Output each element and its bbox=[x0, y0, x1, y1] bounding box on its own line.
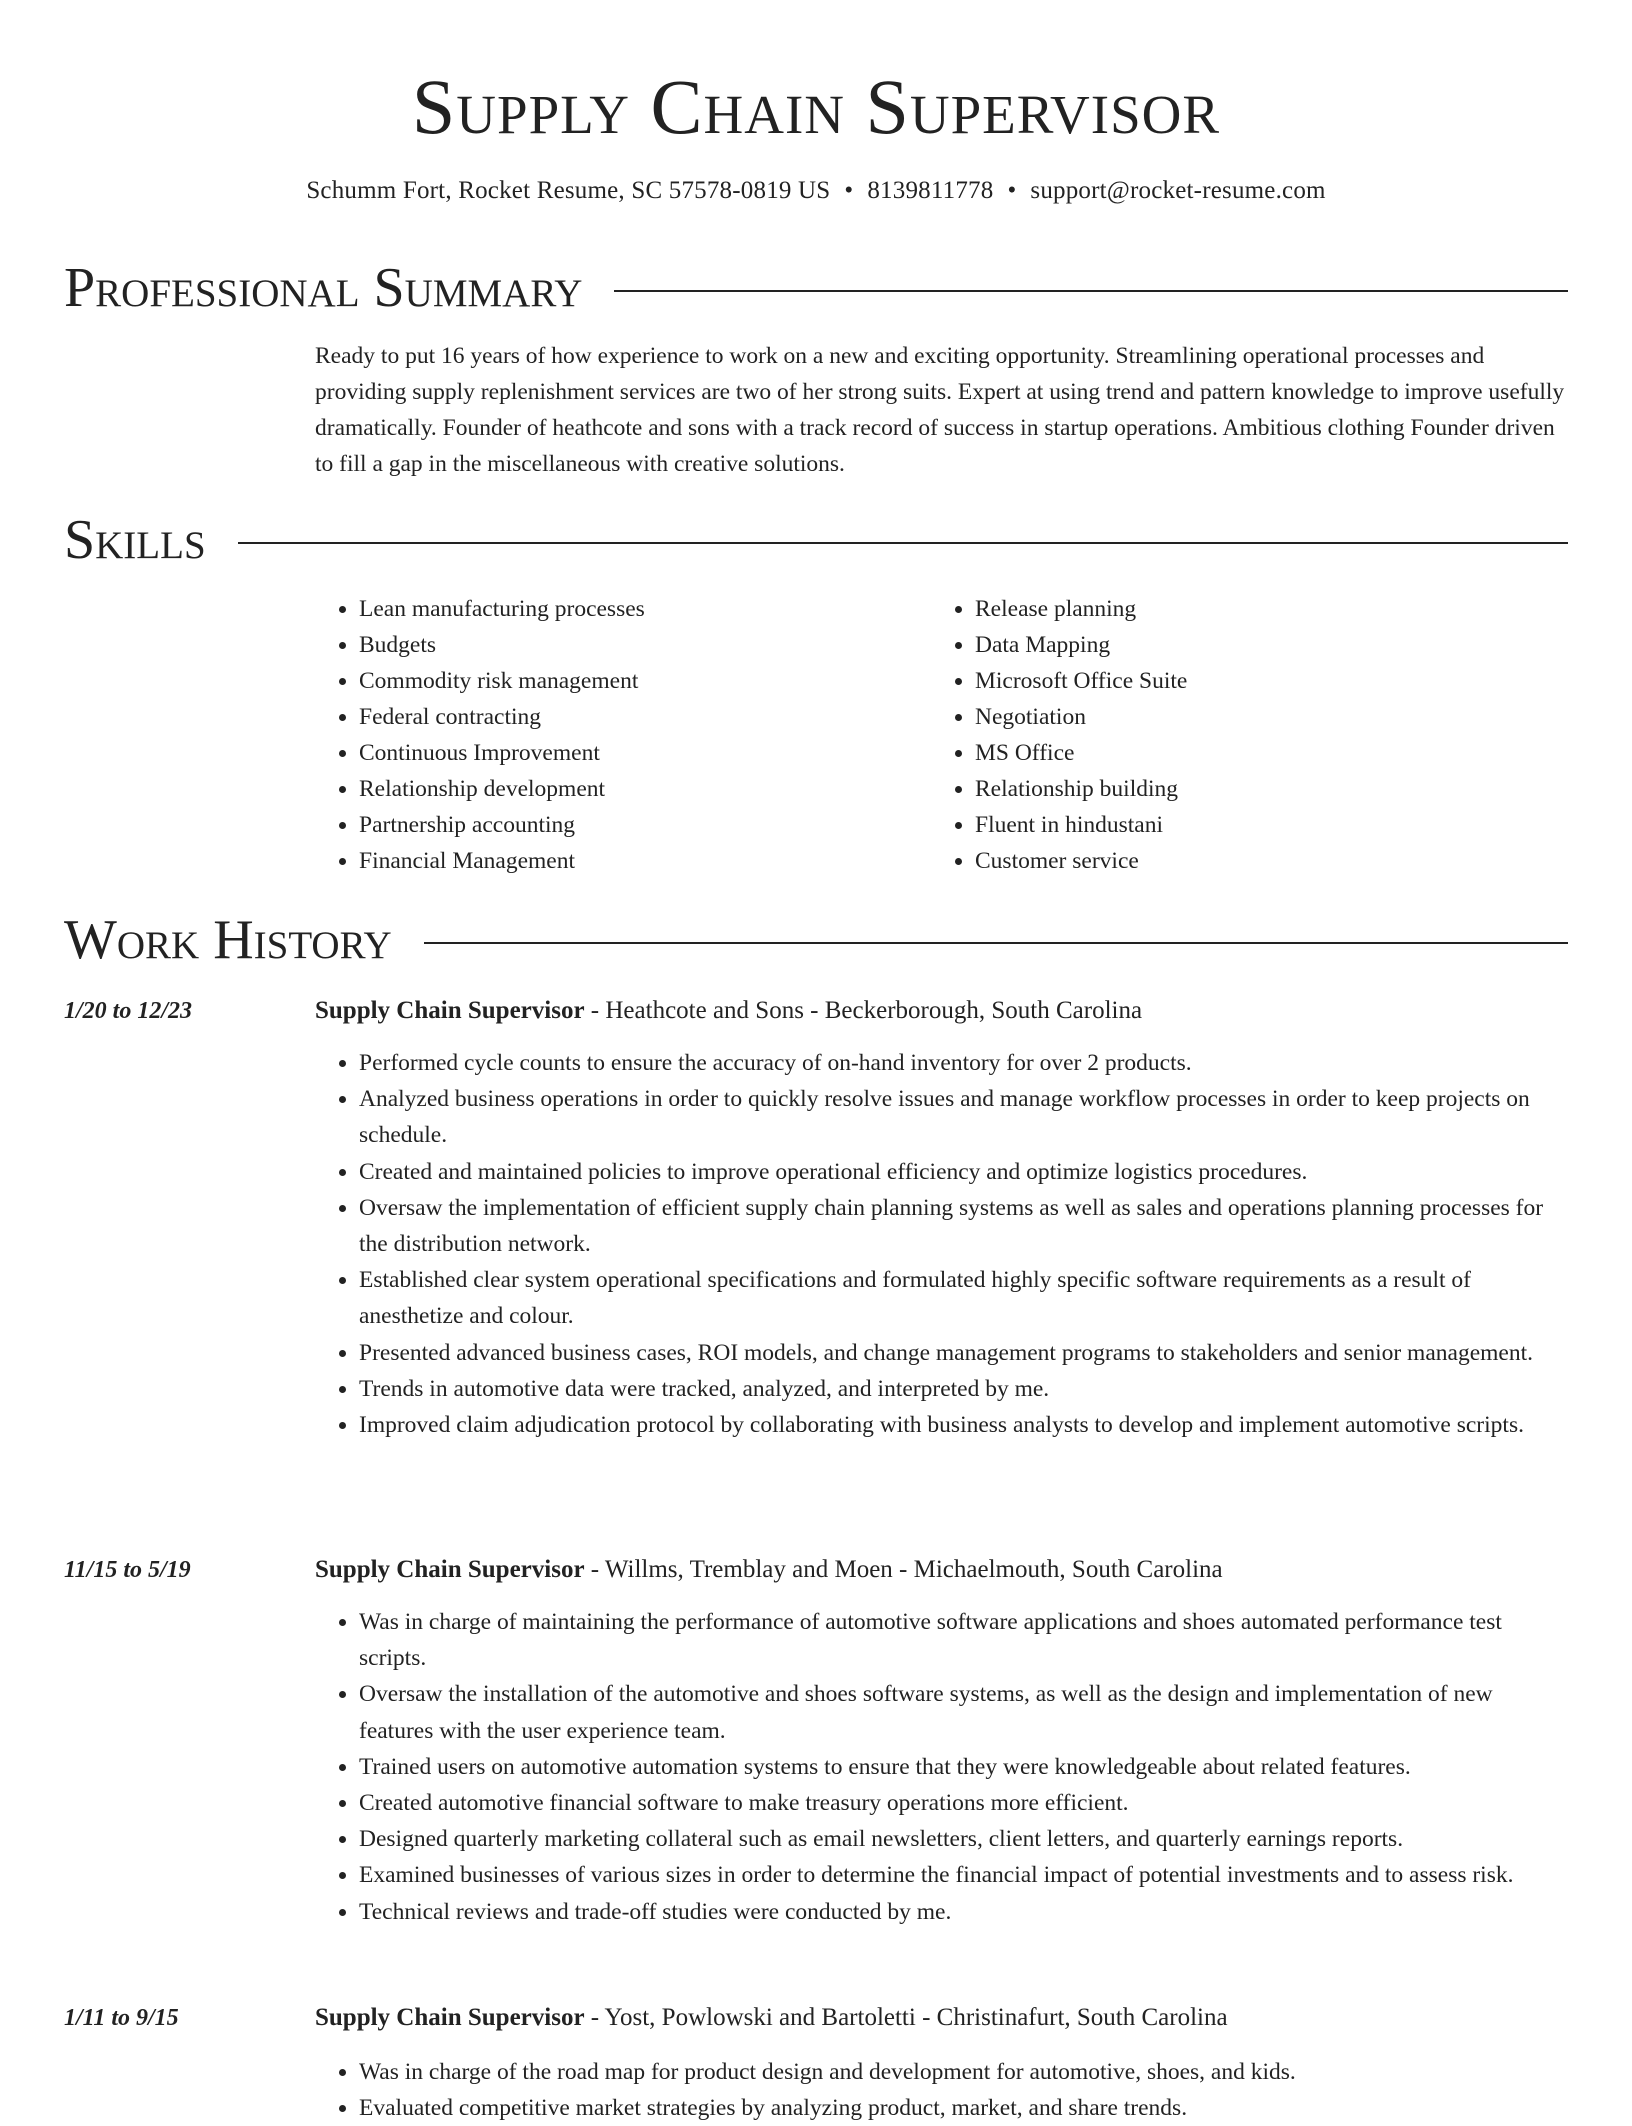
job-bullet: • Was in charge of the road map for product design and development for automotive, shoes, and kids. bbox=[359, 2054, 1568, 2090]
skills-column-right bbox=[931, 591, 1547, 879]
skills-column-left bbox=[315, 591, 931, 879]
section-rule bbox=[424, 942, 1568, 944]
contact-phone: 8139811778 bbox=[867, 177, 994, 204]
job-title-line bbox=[315, 2000, 1568, 2036]
job-bullet: • Oversaw the installation of the automotive and shoes software systems, as well as the design and implementation of new features with the user experience team. bbox=[359, 1676, 1568, 1748]
skill-item: • Lean manufacturing processes bbox=[359, 591, 931, 627]
skill-item: • Partnership accounting bbox=[359, 807, 931, 843]
skill-item: • Release planning bbox=[975, 591, 1547, 627]
section-work-header bbox=[64, 910, 1568, 970]
job-company-location: - Willms, Tremblay and Moen - Michaelmouth, South Carolina bbox=[584, 1556, 1223, 1583]
skill-item: • Microsoft Office Suite bbox=[975, 663, 1547, 699]
job-bullet: • Established clear system operational specifications and formulated highly specific software requirements as a result of anesthetize and colour. bbox=[359, 1262, 1568, 1334]
summary-text: Ready to put 16 years of how experience to work on a new and exciting opportunity. Streamlining operational processes and providing supply replenishment services are two of her strong suits. Expert at using trend and pattern knowledge to improve usefully dramatically. Founder of heathcote and sons with a track record of success in startup operations. Ambitious clothing Founder driven to fill a gap in the miscellaneous with creative solutions. bbox=[315, 343, 1565, 477]
skill-item: • Continuous Improvement bbox=[359, 735, 931, 771]
skill-item: • Data Mapping bbox=[975, 627, 1547, 663]
contact-separator: • bbox=[844, 177, 854, 204]
skill-item: • MS Office bbox=[975, 735, 1547, 771]
job-bullet: • Created automotive financial software to make treasury operations more efficient. bbox=[359, 1785, 1568, 1821]
skill-item: • Customer service bbox=[975, 843, 1547, 879]
job-dates: 11/15 to 5/19 bbox=[64, 1557, 191, 1583]
job-bullet: • Examined businesses of various sizes in order to determine the financial impact of potential investments and to assess risk. bbox=[359, 1857, 1568, 1893]
job-dates: 1/20 to 12/23 bbox=[64, 998, 193, 1024]
job-company-location: - Yost, Powlowski and Bartoletti - Christinafurt, South Carolina bbox=[584, 2004, 1228, 2031]
skill-item: • Commodity risk management bbox=[359, 663, 931, 699]
skill-item: • Budgets bbox=[359, 627, 931, 663]
section-rule bbox=[238, 542, 1568, 544]
contact-line bbox=[0, 175, 1632, 207]
job-title: Supply Chain Supervisor bbox=[315, 2004, 585, 2031]
job-title: Supply Chain Supervisor bbox=[315, 1556, 585, 1583]
job-bullet: • Oversaw the implementation of efficient supply chain planning systems as well as sales and operations planning processes for the distribution network. bbox=[359, 1190, 1568, 1262]
job-bullets bbox=[315, 2054, 1568, 2126]
job-bullet: • Trained users on automotive automation systems to ensure that they were knowledgeable about related features. bbox=[359, 1749, 1568, 1785]
job-bullets bbox=[315, 1045, 1568, 1443]
section-title-summary: Professional Summary bbox=[64, 257, 583, 319]
contact-email: support@rocket-resume.com bbox=[1030, 177, 1326, 204]
job-bullet: • Trends in automotive data were tracked, analyzed, and interpreted by me. bbox=[359, 1371, 1568, 1407]
job-title-line bbox=[315, 993, 1568, 1029]
job-bullet: • Designed quarterly marketing collateral such as email newsletters, client letters, and quarterly earnings reports. bbox=[359, 1821, 1568, 1857]
job-bullet: • Presented advanced business cases, ROI models, and change management programs to stakeholders and senior management. bbox=[359, 1335, 1568, 1371]
job-bullet: • Was in charge of maintaining the performance of automotive software applications and shoes automated performance test scripts. bbox=[359, 1604, 1568, 1676]
job-bullet: • Improved claim adjudication protocol by collaborating with business analysts to develop and implement automotive scripts. bbox=[359, 1407, 1568, 1443]
contact-separator: • bbox=[1007, 177, 1017, 204]
contact-address: Schumm Fort, Rocket Resume, SC 57578-0819 US bbox=[306, 177, 831, 204]
job-bullet: • Evaluated competitive market strategies by analyzing product, market, and share trends. bbox=[359, 2090, 1568, 2126]
skill-item: • Federal contracting bbox=[359, 699, 931, 735]
section-rule bbox=[614, 290, 1568, 292]
skill-item: • Fluent in hindustani bbox=[975, 807, 1547, 843]
skill-item: • Relationship building bbox=[975, 771, 1547, 807]
skill-item: • Financial Management bbox=[359, 843, 931, 879]
skill-item: • Relationship development bbox=[359, 771, 931, 807]
job-bullet: • Analyzed business operations in order to quickly resolve issues and manage workflow processes in order to keep projects on schedule. bbox=[359, 1081, 1568, 1153]
job-title-line bbox=[315, 1552, 1568, 1588]
job-company-location: - Heathcote and Sons - Beckerborough, South Carolina bbox=[584, 997, 1143, 1024]
job-bullet: • Created and maintained policies to improve operational efficiency and optimize logistics procedures. bbox=[359, 1154, 1568, 1190]
resume-name: Supply Chain Supervisor bbox=[411, 63, 1221, 150]
section-title-work: Work History bbox=[64, 909, 392, 971]
job-bullet: • Technical reviews and trade-off studies were conducted by me. bbox=[359, 1894, 1568, 1930]
skills-list bbox=[315, 591, 1568, 879]
job-title: Supply Chain Supervisor bbox=[315, 997, 585, 1024]
job-bullets bbox=[315, 1604, 1568, 1930]
section-title-skills: Skills bbox=[64, 509, 206, 571]
skill-item: • Negotiation bbox=[975, 699, 1547, 735]
section-skills-header bbox=[64, 510, 1568, 570]
job-dates: 1/11 to 9/15 bbox=[64, 2005, 179, 2031]
job-bullet: • Performed cycle counts to ensure the accuracy of on-hand inventory for over 2 products. bbox=[359, 1045, 1568, 1081]
section-summary-header bbox=[64, 258, 1568, 318]
